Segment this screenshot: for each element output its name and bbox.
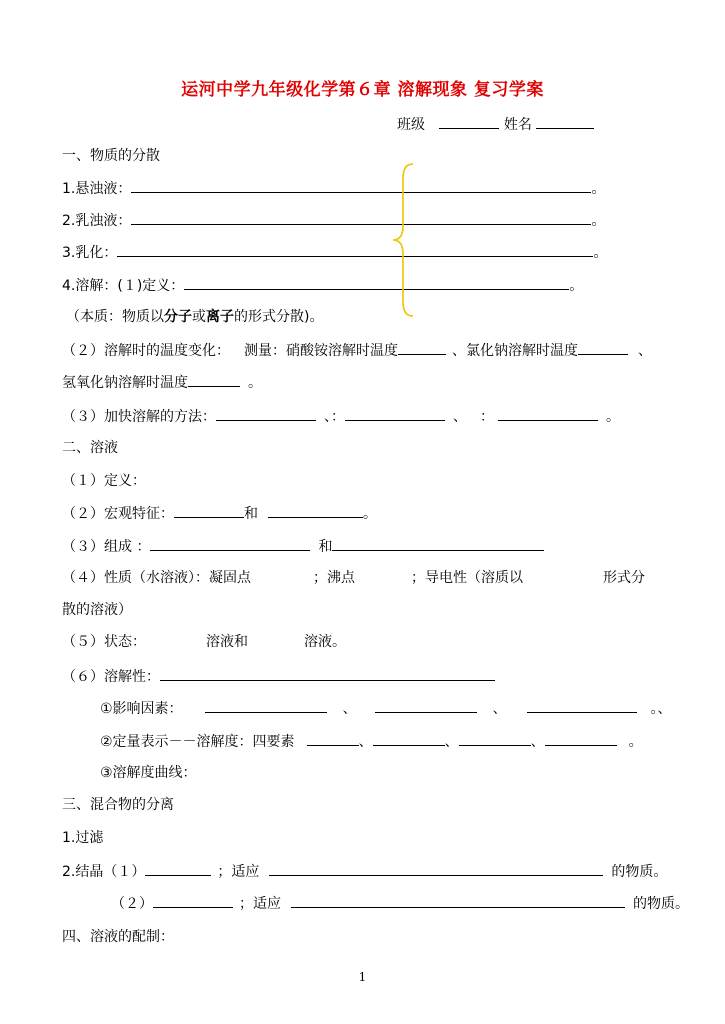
period: 。	[591, 213, 606, 229]
form-label: 形式分	[603, 570, 645, 586]
separator: 、	[530, 734, 545, 750]
crystallize-line-2	[111, 893, 689, 913]
crystallize-label: 2.结晶（１）	[62, 864, 146, 880]
property-label: （４）性质（水溶液）：凝固点	[62, 570, 251, 586]
factor-line	[100, 698, 672, 718]
state-line	[62, 632, 346, 652]
class-name-line	[397, 114, 594, 134]
composition-label: （３）组成 ：	[62, 539, 151, 555]
sodium-hydroxide-blank[interactable]	[188, 372, 240, 387]
conductivity-label: ；导电性（溶质以	[411, 570, 523, 586]
property-line-2: 散的溶液）	[62, 602, 132, 618]
speed-line	[62, 406, 620, 426]
or-text: 或	[192, 309, 206, 325]
suits-label: ；适应	[217, 864, 260, 880]
speed-blank-3[interactable]	[498, 406, 598, 421]
state-solution-1: 溶液和	[206, 634, 248, 650]
definition-label: 定义：	[142, 278, 185, 294]
crystallize-blank-3[interactable]	[153, 893, 233, 908]
temp-line-2	[62, 372, 262, 392]
state-solution-2: 溶液。	[304, 634, 346, 650]
speed-label: （３）加快溶解的方法：	[62, 409, 216, 425]
class-label: 班级	[397, 117, 425, 133]
composition-blank-2[interactable]	[332, 536, 544, 551]
solubility-blank[interactable]	[160, 666, 495, 681]
and-text: 和	[244, 506, 258, 522]
solubility-label: （６）溶解性：	[62, 669, 160, 685]
sodium-chloride-blank[interactable]	[578, 340, 628, 355]
page-number: 1	[358, 970, 367, 984]
emulsion-blank[interactable]	[131, 210, 591, 225]
macro-blank-1[interactable]	[174, 503, 244, 518]
ion-bold: 离子	[206, 309, 234, 325]
factor-blank-3[interactable]	[527, 698, 637, 713]
period: 。	[363, 506, 377, 522]
crystallize-blank-4[interactable]	[291, 893, 625, 908]
quant-line	[100, 731, 643, 751]
period: 。	[569, 278, 584, 294]
name-blank[interactable]	[536, 114, 594, 129]
essence-line	[66, 307, 323, 327]
substance-label: 的物质。	[611, 864, 668, 880]
essence-text: （本质：物质以	[66, 309, 164, 325]
suspension-label: 1.悬浊液：	[62, 181, 132, 197]
comma: 、	[638, 343, 652, 359]
section-1-heading: 一、物质的分散	[62, 148, 160, 164]
curve-line: ③溶解度曲线：	[100, 765, 197, 781]
class-blank[interactable]	[439, 114, 499, 129]
sodium-chloride-label: 、氯化钠溶解时温度	[452, 343, 578, 359]
separator: 、	[358, 734, 373, 750]
crystallize-label-2: （２）	[111, 896, 153, 912]
page-title: 运河中学九年级化学第６章 溶解现象 复习学案	[181, 80, 544, 100]
dissolve-def-blank[interactable]	[184, 275, 569, 290]
separator: 、	[342, 701, 357, 717]
sodium-hydroxide-label: 氢氧化钠溶解时温度	[62, 375, 188, 391]
separator: 、	[444, 734, 459, 750]
brace-icon	[387, 160, 427, 320]
speed-blank-1[interactable]	[216, 406, 316, 421]
period: 。	[606, 409, 620, 425]
separator: 、：	[324, 409, 345, 425]
separator: ：	[480, 409, 494, 425]
property-line	[62, 568, 645, 588]
period: 。、	[650, 701, 672, 717]
crystallize-line-1	[62, 861, 667, 881]
solution-definition: （１）定义：	[62, 473, 146, 489]
period: 。	[248, 375, 262, 391]
crystallize-blank-2[interactable]	[269, 861, 603, 876]
crystallize-blank-1[interactable]	[145, 861, 211, 876]
composition-blank-1[interactable]	[150, 536, 310, 551]
state-label: （５）状态：	[62, 634, 146, 650]
ammonium-nitrate-blank[interactable]	[398, 340, 446, 355]
section-3-heading: 三、混合物的分离	[62, 797, 174, 813]
and-text: 和	[318, 539, 333, 555]
suits-label: ；适应	[239, 896, 281, 912]
macro-blank-2[interactable]	[268, 503, 363, 518]
factor-blank-1[interactable]	[205, 698, 327, 713]
line-emulsion	[62, 210, 605, 230]
name-label: 姓名	[503, 117, 532, 133]
boiling-label: ；沸点	[313, 570, 355, 586]
composition-line	[62, 536, 544, 556]
essence-end: 的形式分散)。	[234, 309, 324, 325]
quant-blank-2[interactable]	[373, 731, 445, 746]
quant-blank-1[interactable]	[307, 731, 359, 746]
substance-label: 的物质。	[633, 896, 689, 912]
temp-label: （２）溶解时的温度变化：	[62, 343, 230, 359]
line-dissolve	[62, 275, 583, 295]
dissolve-label: 4.溶解：(１)	[62, 278, 143, 294]
speed-blank-2[interactable]	[345, 406, 445, 421]
emulsify-blank[interactable]	[117, 242, 593, 257]
period: 。	[628, 734, 643, 750]
period: 。	[593, 245, 608, 261]
separator: 、	[453, 409, 460, 425]
quant-blank-4[interactable]	[545, 731, 617, 746]
emulsify-label: 3.乳化：	[62, 245, 118, 261]
quant-label: ②定量表示－－溶解度：四要素	[100, 734, 295, 750]
separator: 、	[492, 701, 507, 717]
line-suspension	[62, 178, 605, 198]
suspension-blank[interactable]	[131, 178, 591, 193]
emulsion-label: 2.乳浊液：	[62, 213, 132, 229]
macro-line	[62, 503, 377, 523]
ammonium-nitrate-label: 测量：硝酸铵溶解时温度	[244, 343, 398, 359]
macro-label: （２）宏观特征：	[62, 506, 174, 522]
period: 。	[591, 181, 606, 197]
quant-blank-3[interactable]	[459, 731, 531, 746]
section-4-heading: 四、溶液的配制：	[62, 929, 174, 945]
solubility-line	[62, 666, 495, 686]
temp-line	[62, 340, 652, 360]
molecule-bold: 分子	[164, 309, 192, 325]
section-2-heading: 二、溶液	[62, 440, 118, 456]
factor-label: ①影响因素：	[100, 701, 183, 717]
line-emulsify	[62, 242, 607, 262]
filter-line: 1.过滤	[62, 830, 104, 846]
factor-blank-2[interactable]	[375, 698, 477, 713]
